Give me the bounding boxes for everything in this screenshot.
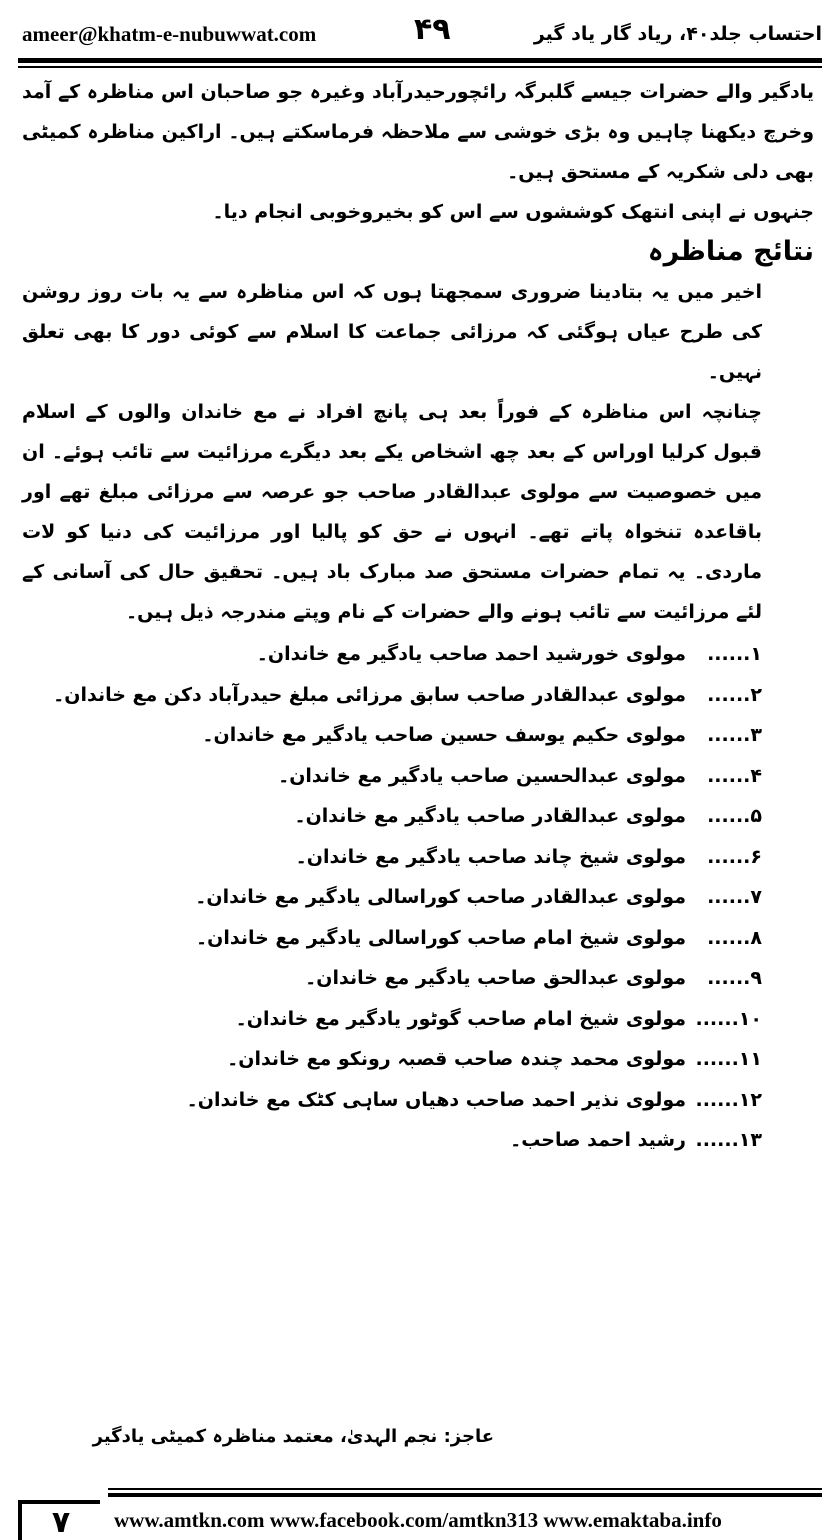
list-text: مولوی خورشید احمد صاحب یادگیر مع خاندان۔ bbox=[256, 643, 686, 666]
paragraph: جنہوں نے اپنی انتھک کوششوں سے اس کو بخیروخوبی انجام دیا۔ bbox=[212, 201, 814, 223]
page-number: ۴۹ bbox=[414, 12, 451, 47]
list-number: ۳...... bbox=[707, 724, 762, 747]
list-item bbox=[22, 999, 814, 1040]
footer-rule-thin bbox=[108, 1488, 822, 1490]
list-text: مولوی شیخ امام صاحب کوراسالی یادگیر مع خاندان۔ bbox=[196, 926, 686, 949]
footer-number-box bbox=[18, 1500, 100, 1540]
list-item bbox=[22, 756, 814, 797]
book-title: احتساب جلد۴۰، ریاد گار یاد گیر bbox=[533, 23, 822, 45]
paragraph: یادگیر والے حضرات جیسے گلبرگہ رائچورحیدرآباد وغیرہ جو صاحبان اس مناظرہ کے آمد وخرچ دیکھنا چاہیں وہ بڑی خوشی سے ملاحظہ فرماسکتے ہیں۔ اراکین مناظرہ کمیٹی بھی دلی شکریہ کے مستحق ہیں۔ bbox=[22, 81, 814, 183]
list-item bbox=[22, 1080, 814, 1121]
list-number: ۱...... bbox=[707, 643, 762, 666]
list-number: ۷...... bbox=[707, 886, 762, 909]
list-number: ۴...... bbox=[707, 764, 762, 787]
list-item bbox=[22, 918, 814, 959]
list-text: مولوی عبدالقادر صاحب یادگیر مع خاندان۔ bbox=[294, 805, 686, 828]
list-number: ۱۰...... bbox=[695, 1007, 762, 1030]
list-text: مولوی عبدالحق صاحب یادگیر مع خاندان۔ bbox=[305, 967, 686, 990]
list-text: مولوی شیخ چاند صاحب یادگیر مع خاندان۔ bbox=[295, 845, 686, 868]
list-item bbox=[22, 634, 814, 675]
header-email: ameer@khatm-e-nubuwwat.com bbox=[22, 21, 317, 46]
header-rule-thick bbox=[18, 58, 822, 63]
footer-rule-thick bbox=[108, 1493, 822, 1497]
list-text: مولوی محمد چندہ صاحب قصبہ رونکو مع خاندان۔ bbox=[227, 1048, 686, 1071]
list-item bbox=[22, 715, 814, 756]
list-item bbox=[22, 675, 814, 716]
list-item bbox=[22, 796, 814, 837]
list-text: مولوی عبدالقادر صاحب سابق مرزائی مبلغ حیدرآباد دکن مع خاندان۔ bbox=[53, 683, 686, 706]
list-number: ۱۱...... bbox=[695, 1048, 762, 1071]
list-number: ۸...... bbox=[707, 926, 762, 949]
page-content bbox=[22, 72, 814, 1161]
list-text: مولوی نذیر احمد صاحب دھیاں ساہی کٹک مع خاندان۔ bbox=[186, 1088, 686, 1111]
list-text: مولوی حکیم یوسف حسین صاحب یادگیر مع خاندان۔ bbox=[202, 724, 686, 747]
list-text: مولوی عبدالحسین صاحب یادگیر مع خاندان۔ bbox=[278, 764, 686, 787]
list-item bbox=[22, 877, 814, 918]
list-item bbox=[22, 1120, 814, 1161]
list-number: ۹...... bbox=[707, 967, 762, 990]
list-number: ۵...... bbox=[707, 805, 762, 828]
paragraph: اخیر میں یہ بتادینا ضروری سمجھتا ہوں کہ اس مناظرہ سے یہ بات روز روشن کی طرح عیاں ہوگئی کہ مرزائی جماعت کا اسلام سے کوئی دور کا بھی تعلق نہیں۔ bbox=[22, 281, 762, 383]
section-heading: نتائج مناظرہ bbox=[647, 236, 814, 267]
list-number: ۲...... bbox=[707, 683, 762, 706]
list-item bbox=[22, 958, 814, 999]
list-text: مولوی شیخ امام صاحب گوٹور یادگیر مع خاندان۔ bbox=[235, 1007, 686, 1030]
page-header bbox=[22, 12, 822, 56]
footer-number: ۷ bbox=[51, 1504, 71, 1540]
list-item bbox=[22, 1039, 814, 1080]
header-rule-thin bbox=[18, 66, 822, 68]
paragraph: چنانچہ اس مناظرہ کے فوراً بعد ہی پانچ افراد نے مع خاندان والوں کے اسلام قبول کرلیا اوراس کے بعد چھ اشخاص یکے بعد دیگرے مرزائیت سے تائب ہوئے۔ ان میں خصوصیت سے مولوی عبدالقادر صاحب جو عرصہ سے مرزائی مبلغ تھے اور باقاعدہ تنخواہ پاتے تھے۔ انہوں نے حق کو پالیا اور مرزائیت کی دنیا کو لات ماردی۔ یہ تمام حضرات مستحق صد مبارک باد ہیں۔ تحقیق حال کی آسانی کے لئے مرزائیت سے تائب ہونے والے حضرات کے نام وپتے مندرجہ ذیل ہیں۔ bbox=[22, 401, 762, 623]
list-number: ۱۲...... bbox=[695, 1088, 762, 1111]
footer-links: www.amtkn.com www.facebook.com/amtkn313 www.emaktaba.info bbox=[114, 1507, 722, 1532]
list-number: ۱۳...... bbox=[695, 1129, 762, 1152]
list-text: مولوی عبدالقادر صاحب کوراسالی یادگیر مع خاندان۔ bbox=[195, 886, 686, 909]
names-list bbox=[22, 634, 814, 1161]
signature: عاجز: نجم الہدیٰ، معتمد مناظرہ کمیٹی یادگیر bbox=[92, 1426, 494, 1447]
list-text: رشید احمد صاحب۔ bbox=[510, 1129, 686, 1152]
list-number: ۶...... bbox=[707, 845, 762, 868]
list-item bbox=[22, 837, 814, 878]
